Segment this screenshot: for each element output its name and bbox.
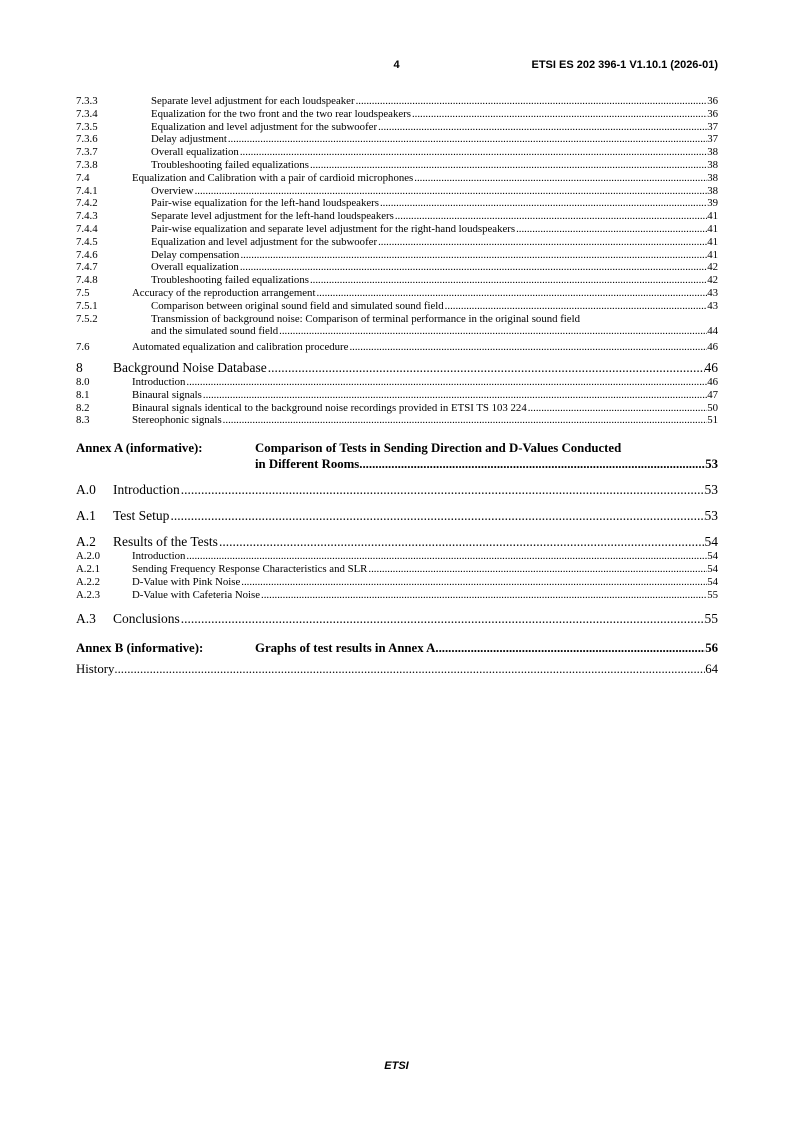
annex-label: Annex A (informative): [76, 441, 203, 456]
toc-number: 8 [76, 359, 83, 375]
toc-entry-a-2-3[interactable] [76, 589, 718, 602]
toc-title: Delay adjustment [151, 133, 227, 146]
toc-page: 41 [707, 248, 718, 261]
toc-number: 7.4.3 [76, 210, 98, 223]
annex-label: Annex B (informative): [76, 641, 204, 656]
toc-number: A.2.2 [76, 575, 100, 588]
toc-title: Automated equalization and calibration procedure [132, 341, 349, 354]
toc-page: 44 [707, 325, 718, 338]
toc-title: Stereophonic signals [132, 414, 222, 427]
toc-number: 7.4.2 [76, 197, 98, 210]
toc-title: Binaural signals [132, 388, 202, 401]
toc-entry-a-0[interactable] [76, 482, 718, 498]
toc-title: Introduction [132, 550, 186, 563]
toc-page: 56 [705, 641, 718, 656]
toc-page: 47 [707, 388, 718, 401]
toc-page: 64 [705, 662, 718, 677]
toc-entry-8-3[interactable] [76, 414, 718, 427]
toc-page: 42 [707, 274, 718, 287]
toc-page: 54 [707, 550, 718, 563]
toc-entry-7-4-6[interactable] [76, 249, 718, 262]
toc-number: A.1 [76, 508, 96, 524]
toc-page: 55 [707, 588, 718, 601]
toc-title: Separate level adjustment for the left-hand loudspeakers [151, 210, 394, 223]
toc-number: 7.3.7 [76, 146, 98, 159]
toc-number: 7.4.4 [76, 222, 98, 235]
toc-entry-8-1[interactable] [76, 389, 718, 402]
toc-number: 7.5.1 [76, 299, 98, 312]
toc-number: 7.5 [76, 286, 90, 299]
toc-title: Test Setup [113, 508, 170, 524]
toc-page: 37 [707, 120, 718, 133]
toc-title: Overview [151, 184, 194, 197]
toc-number: A.2.0 [76, 550, 100, 563]
toc-number: A.2 [76, 534, 96, 550]
toc-page: 42 [707, 261, 718, 274]
toc-entry-8[interactable] [76, 360, 718, 376]
toc-title: Equalization for the two front and the two rear loudspeakers [151, 107, 411, 120]
toc-page: 53 [704, 482, 718, 498]
toc-title: Pair-wise equalization and separate level adjustment for the right-hand loudspeakers [151, 222, 516, 235]
toc-number: 7.4.8 [76, 274, 98, 287]
toc-page: 38 [707, 171, 718, 184]
toc-title: Troubleshooting failed equalizations [151, 274, 309, 287]
toc-entry-8-0[interactable] [76, 376, 718, 389]
toc-entry-7-3-5[interactable] [76, 121, 718, 134]
toc-title: Introduction [132, 375, 186, 388]
toc-title: Equalization and level adjustment for the subwoofer [151, 235, 378, 248]
toc-entry-7-4-3[interactable] [76, 210, 718, 223]
toc-number: A.0 [76, 482, 96, 498]
toc-page: 41 [707, 235, 718, 248]
toc-title: Results of the Tests [113, 534, 218, 550]
toc-page: 43 [707, 286, 718, 299]
toc-entry-7-4-8[interactable] [76, 274, 718, 287]
toc-entry-annex-b[interactable] [76, 640, 718, 656]
toc-number: 7.3.3 [76, 95, 98, 107]
annex-title-line1: Comparison of Tests in Sending Direction and D-Values Conducted [255, 441, 622, 456]
toc-page: 54 [707, 562, 718, 575]
toc-entry-annex-a[interactable] [76, 440, 718, 472]
toc-page: 41 [707, 222, 718, 235]
toc-entry-7-3-4[interactable] [76, 108, 718, 121]
toc-number: 8.1 [76, 388, 90, 401]
annex-title-line2: in Different Rooms [255, 457, 360, 472]
toc-title: Overall equalization [151, 261, 239, 274]
toc-entry-a-3[interactable] [76, 611, 718, 627]
toc-page: 39 [707, 197, 718, 210]
toc-page: 51 [707, 414, 718, 427]
toc-entry-history[interactable] [76, 661, 718, 677]
toc-entry-7-4-1[interactable] [76, 185, 718, 198]
toc-title: Conclusions [113, 611, 180, 627]
toc-number: 7.4.7 [76, 261, 98, 274]
toc-number: 8.3 [76, 414, 90, 427]
toc-entry-7-4[interactable] [76, 172, 718, 185]
toc-page: 53 [704, 508, 718, 524]
toc-page: 54 [707, 575, 718, 588]
toc-page: 50 [707, 401, 718, 414]
toc-page: 53 [705, 457, 718, 472]
annex-title: Graphs of test results in Annex A [255, 641, 436, 656]
footer-etsi: ETSI [384, 1060, 409, 1072]
toc-title: Introduction [113, 482, 180, 498]
toc-number: 7.3.6 [76, 133, 98, 146]
toc-entry-7-4-4[interactable] [76, 223, 718, 236]
toc-title: D-Value with Cafeteria Noise [132, 588, 261, 601]
toc-entry-a-2-1[interactable] [76, 563, 718, 576]
toc-entry-7-4-7[interactable] [76, 261, 718, 274]
toc-title: Pair-wise equalization for the left-hand loudspeakers [151, 197, 379, 210]
toc-page: 37 [707, 133, 718, 146]
toc-entry-a-1[interactable] [76, 508, 718, 524]
toc-number: A.2.1 [76, 562, 100, 575]
toc-entry-8-2[interactable] [76, 402, 718, 415]
toc-entry-7-6[interactable] [76, 341, 718, 354]
toc-title: Separate level adjustment for each loudspeaker [151, 95, 355, 107]
toc-page: 46 [707, 341, 718, 354]
toc-page: 38 [707, 158, 718, 171]
toc-entry-7-5-2[interactable] [76, 313, 718, 339]
toc-entry-7-3-7[interactable] [76, 146, 718, 159]
toc-entry-7-3-3[interactable] [76, 95, 718, 108]
page-number: 4 [393, 59, 400, 71]
toc-entry-a-2[interactable] [76, 534, 718, 550]
toc-number: 8.2 [76, 401, 90, 414]
toc-page: 43 [707, 299, 718, 312]
toc-entry-a-2-2[interactable] [76, 576, 718, 589]
toc-page: 36 [707, 107, 718, 120]
toc-number: 7.6 [76, 341, 90, 354]
toc-title: Delay compensation [151, 248, 240, 261]
document-id: ETSI ES 202 396-1 V1.10.1 (2026-01) [531, 59, 718, 71]
toc-entry-7-5-1[interactable] [76, 300, 718, 313]
toc-number: 7.3.4 [76, 107, 98, 120]
toc-page: 55 [704, 611, 718, 627]
toc-title: Binaural signals identical to the background noise recordings provided in ETSI TS 103 224 [132, 401, 527, 414]
toc-entry-7-5[interactable] [76, 287, 718, 300]
toc-page: 38 [707, 146, 718, 159]
toc-number: 7.4.1 [76, 184, 98, 197]
toc-number: A.3 [76, 611, 96, 627]
toc-entry-7-4-5[interactable] [76, 236, 718, 249]
toc-number: 7.3.8 [76, 158, 98, 171]
toc-title-line2: and the simulated sound field [151, 325, 279, 338]
toc-page: 46 [704, 359, 718, 375]
toc-title: Equalization and level adjustment for the subwoofer [151, 120, 378, 133]
toc-title: History [76, 662, 115, 677]
toc-number: 7.3.5 [76, 120, 98, 133]
toc-page: 46 [707, 375, 718, 388]
toc-page: 41 [707, 210, 718, 223]
toc-title: D-Value with Pink Noise [132, 575, 241, 588]
toc-page: 36 [707, 95, 718, 107]
toc-entry-7-3-6[interactable] [76, 133, 718, 146]
table-of-contents [76, 95, 718, 677]
toc-title: Comparison between original sound field and simulated sound field [151, 299, 444, 312]
toc-title: Background Noise Database [113, 359, 267, 375]
toc-title: Sending Frequency Response Characteristics and SLR [132, 562, 368, 575]
toc-number: 7.4.5 [76, 235, 98, 248]
toc-number: 7.4.6 [76, 248, 98, 261]
toc-entry-a-2-0[interactable] [76, 550, 718, 563]
toc-entry-7-4-2[interactable] [76, 197, 718, 210]
toc-title-line1: Transmission of background noise: Comparison of terminal performance in the original sound field [151, 312, 580, 325]
toc-page: 54 [704, 534, 718, 550]
toc-page: 38 [707, 184, 718, 197]
toc-number: 7.5.2 [76, 312, 98, 325]
toc-entry-7-3-8[interactable] [76, 159, 718, 172]
toc-title: Overall equalization [151, 146, 239, 159]
toc-number: 8.0 [76, 375, 90, 388]
toc-title: Equalization and Calibration with a pair of cardioid microphones [132, 171, 414, 184]
toc-title: Accuracy of the reproduction arrangement [132, 286, 316, 299]
toc-title: Troubleshooting failed equalizations [151, 158, 309, 171]
toc-number: 7.4 [76, 171, 90, 184]
toc-number: A.2.3 [76, 588, 100, 601]
